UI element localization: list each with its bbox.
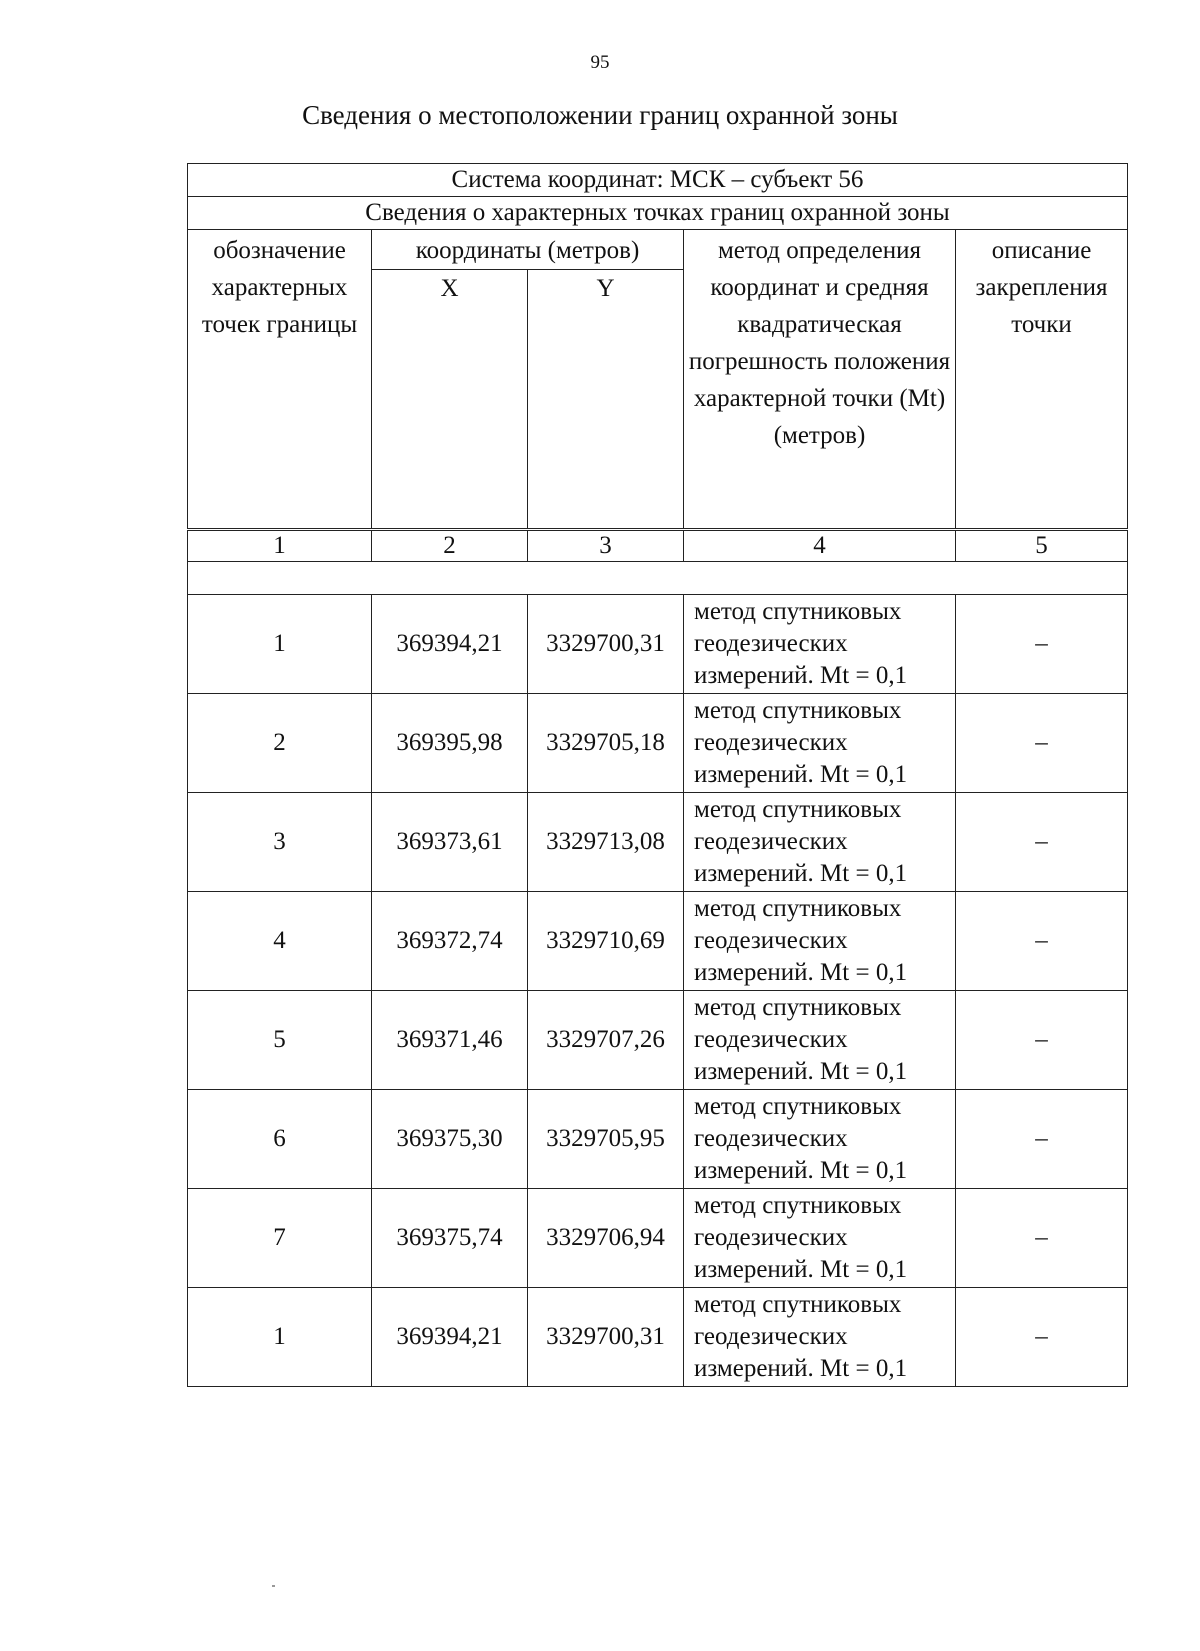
point-cell: 4: [188, 892, 372, 991]
section-title-caption: Сведения о характерных точках границ охранной зоны: [188, 197, 1128, 230]
document-title: Сведения о местоположении границ охранной зоны: [302, 100, 898, 130]
column-numbers-row: [188, 530, 1128, 562]
column-number: 5: [956, 530, 1128, 562]
empty-row: [188, 562, 1128, 595]
page-number: 95: [590, 52, 610, 73]
description-cell: –: [956, 694, 1128, 793]
point-cell: 1: [188, 1288, 372, 1387]
point-cell: 3: [188, 793, 372, 892]
description-cell: –: [956, 595, 1128, 694]
description-cell: –: [956, 991, 1128, 1090]
boundary-points-table: [187, 163, 1128, 1387]
description-cell: –: [956, 1288, 1128, 1387]
scan-speck: [272, 1585, 275, 1587]
table-row: [188, 1288, 1128, 1387]
x-coordinate-cell: 369395,98: [372, 694, 528, 793]
column-number: 3: [528, 530, 684, 562]
method-cell: метод спутниковых геодезических измерений. Mt = 0,1: [684, 1090, 956, 1189]
description-cell: –: [956, 793, 1128, 892]
column-number: 2: [372, 530, 528, 562]
x-coordinate-cell: 369394,21: [372, 1288, 528, 1387]
coord-system-caption: Система координат: МСК – субъект 56: [188, 164, 1128, 197]
point-cell: 6: [188, 1090, 372, 1189]
method-cell: метод спутниковых геодезических измерений. Mt = 0,1: [684, 793, 956, 892]
table-row: [188, 1189, 1128, 1288]
y-coordinate-cell: 3329710,69: [528, 892, 684, 991]
coordinates-header: координаты (метров): [372, 230, 684, 270]
y-coordinate-cell: 3329706,94: [528, 1189, 684, 1288]
method-cell: метод спутниковых геодезических измерений. Mt = 0,1: [684, 892, 956, 991]
method-header: метод определения координат и средняя квадратическая погрешность положения характерной точки (Mt) (метров): [684, 230, 956, 530]
y-coordinate-cell: 3329700,31: [528, 595, 684, 694]
x-coordinate-cell: 369375,74: [372, 1189, 528, 1288]
description-cell: –: [956, 1189, 1128, 1288]
y-coordinate-cell: 3329713,08: [528, 793, 684, 892]
coord-system-row: [188, 164, 1128, 197]
y-header: Y: [528, 270, 684, 530]
table-body: [188, 595, 1128, 1387]
method-cell: метод спутниковых геодезических измерений. Mt = 0,1: [684, 1189, 956, 1288]
empty-cell: [188, 562, 1128, 595]
column-number: 1: [188, 530, 372, 562]
table-row: [188, 892, 1128, 991]
method-cell: метод спутниковых геодезических измерений. Mt = 0,1: [684, 1288, 956, 1387]
method-cell: метод спутниковых геодезических измерений. Mt = 0,1: [684, 595, 956, 694]
x-coordinate-cell: 369371,46: [372, 991, 528, 1090]
table-row: [188, 595, 1128, 694]
method-cell: метод спутниковых геодезических измерений. Mt = 0,1: [684, 694, 956, 793]
x-coordinate-cell: 369373,61: [372, 793, 528, 892]
point-cell: 2: [188, 694, 372, 793]
x-header: X: [372, 270, 528, 530]
point-cell: 5: [188, 991, 372, 1090]
section-title-row: [188, 197, 1128, 230]
header-row: [188, 230, 1128, 270]
x-coordinate-cell: 369375,30: [372, 1090, 528, 1189]
x-coordinate-cell: 369394,21: [372, 595, 528, 694]
y-coordinate-cell: 3329705,18: [528, 694, 684, 793]
description-cell: –: [956, 1090, 1128, 1189]
table-row: [188, 1090, 1128, 1189]
method-cell: метод спутниковых геодезических измерений. Mt = 0,1: [684, 991, 956, 1090]
designation-header: обозначение характерных точек границы: [188, 230, 372, 530]
y-coordinate-cell: 3329700,31: [528, 1288, 684, 1387]
point-cell: 7: [188, 1189, 372, 1288]
table-row: [188, 793, 1128, 892]
point-cell: 1: [188, 595, 372, 694]
table-row: [188, 694, 1128, 793]
description-header: описание закрепления точки: [956, 230, 1128, 530]
description-cell: –: [956, 892, 1128, 991]
table-row: [188, 991, 1128, 1090]
y-coordinate-cell: 3329707,26: [528, 991, 684, 1090]
x-coordinate-cell: 369372,74: [372, 892, 528, 991]
y-coordinate-cell: 3329705,95: [528, 1090, 684, 1189]
column-number: 4: [684, 530, 956, 562]
